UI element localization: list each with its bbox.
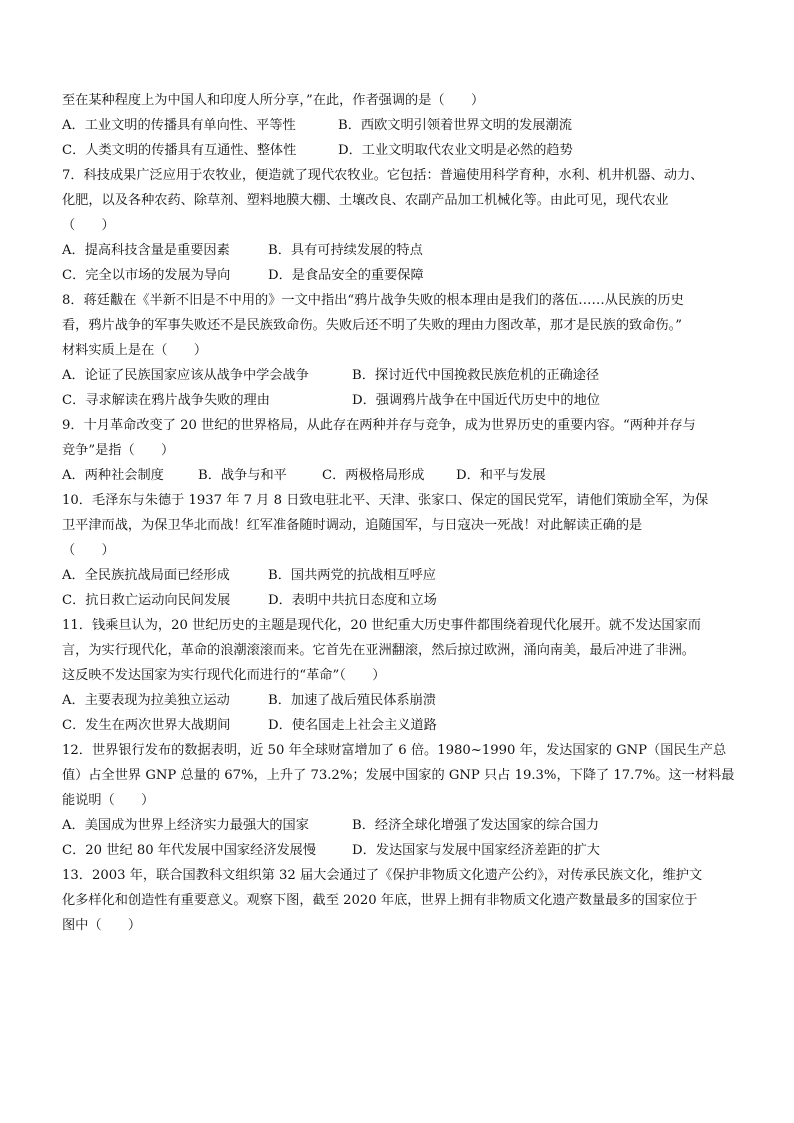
options-row bbox=[62, 238, 742, 263]
question-stem-line: 8．蒋廷黻在《半新不旧是不中用的》一文中指出“鸦片战争失败的根本理由是我们的落伍……从民族的历史 bbox=[62, 293, 684, 308]
option-c: C．抗日救亡运动向民间发展 bbox=[62, 593, 231, 608]
question-6 bbox=[62, 88, 742, 163]
question-stem-line: 看，鸦片战争的军事失败还不是民族致命伤。失败后还不明了失败的理由力图改革，那才是民族的致命伤。” bbox=[62, 318, 682, 333]
options-row bbox=[62, 463, 742, 488]
option-d: D．工业文明取代农业文明是必然的趋势 bbox=[338, 143, 573, 158]
question-7 bbox=[62, 163, 742, 288]
option-a: A．全民族抗战局面已经形成 bbox=[62, 568, 230, 583]
question-stem-line: 化肥，以及各种农药、除草剂、塑料地膜大棚、土壤改良、农副产品加工机械化等。由此可见，现代农业 bbox=[62, 193, 669, 208]
options-row bbox=[62, 688, 742, 713]
question-stem-line: 言，为实行现代化，革命的浪潮滚滚而来。它首先在亚洲翻滚，然后掠过欧洲，涌向南美，最后冲进了非洲。 bbox=[62, 643, 695, 658]
option-d: D．强调鸦片战争在中国近代历史中的地位 bbox=[352, 393, 600, 408]
option-b: B．国共两党的抗战相互呼应 bbox=[268, 568, 436, 583]
question-stem-line: 化多样化和创造性有重要意义。观察下图，截至 2020 年底，世界上拥有非物质文化遗产数量最多的国家位于 bbox=[62, 893, 698, 908]
option-a: A．工业文明的传播具有单向性、平等性 bbox=[62, 118, 296, 133]
question-13 bbox=[62, 863, 742, 938]
options-row bbox=[62, 588, 742, 613]
question-stem-line: 9．十月革命改变了 20 世纪的世界格局，从此存在两种并存与竞争，成为世界历史的重要内容。“两种并存与 bbox=[62, 418, 696, 433]
question-stem-line: 竞争”是指（ ） bbox=[62, 443, 175, 458]
option-a: A．提高科技含量是重要因素 bbox=[62, 243, 230, 258]
option-b: B．具有可持续发展的特点 bbox=[268, 243, 423, 258]
options-row bbox=[62, 113, 742, 138]
option-d: D．发达国家与发展中国家经济差距的扩大 bbox=[352, 843, 600, 858]
option-b: B．西欧文明引领着世界文明的发展潮流 bbox=[338, 118, 572, 133]
options-row bbox=[62, 138, 742, 163]
question-stem-line: 值）占全世界 GNP 总量的 67%，上升了 73.2%；发展中国家的 GNP 只占 19.3%，下降了 17.7%。这一材料最 bbox=[62, 768, 735, 783]
options-row bbox=[62, 388, 742, 413]
question-stem-line: 能说明（ ） bbox=[62, 793, 155, 808]
option-a: A．论证了民族国家应该从战争中学会战争 bbox=[62, 368, 309, 383]
question-stem-line: 10．毛泽东与朱德于 1937 年 7 月 8 日致电驻北平、天津、张家口、保定的国民党军，请他们策励全军，为保 bbox=[62, 493, 709, 508]
option-c: C．两极格局形成 bbox=[322, 468, 425, 483]
option-b: B．加速了战后殖民体系崩溃 bbox=[268, 693, 436, 708]
option-c: C．发生在两次世界大战期间 bbox=[62, 718, 231, 733]
question-10 bbox=[62, 488, 742, 613]
options-row bbox=[62, 563, 742, 588]
option-b: B．探讨近代中国挽救民族危机的正确途径 bbox=[352, 368, 600, 383]
question-stem-line: 12．世界银行发布的数据表明，近 50 年全球财富增加了 6 倍。1980~1990 年，发达国家的 GNP（国民生产总 bbox=[62, 743, 727, 758]
option-a: A．主要表现为拉美独立运动 bbox=[62, 693, 230, 708]
question-12 bbox=[62, 738, 742, 863]
options-row bbox=[62, 813, 742, 838]
options-row bbox=[62, 713, 742, 738]
option-d: D．和平与发展 bbox=[456, 468, 546, 483]
option-c: C．寻求解读在鸦片战争失败的理由 bbox=[62, 393, 270, 408]
options-row bbox=[62, 263, 742, 288]
option-c: C．20 世纪 80 年代发展中国家经济发展慢 bbox=[62, 843, 317, 858]
option-d: D．是食品安全的重要保障 bbox=[268, 268, 424, 283]
option-a: A．两种社会制度 bbox=[62, 468, 164, 483]
question-stem-line: 13．2003 年，联合国教科文组织第 32 届大会通过了《保护非物质文化遗产公约》，对传承民族文化，维护文 bbox=[62, 868, 703, 883]
option-c: C．完全以市场的发展为导向 bbox=[62, 268, 231, 283]
option-d: D．表明中共抗日态度和立场 bbox=[268, 593, 437, 608]
options-row bbox=[62, 363, 742, 388]
question-11 bbox=[62, 613, 742, 738]
option-b: B．经济全球化增强了发达国家的综合国力 bbox=[352, 818, 600, 833]
options-row bbox=[62, 838, 742, 863]
question-stem-line: 7．科技成果广泛应用于农牧业，便造就了现代农牧业。它包括：普遍使用科学育种，水利、机井机器、动力、 bbox=[62, 168, 704, 183]
question-stem-line: （ ） bbox=[62, 218, 115, 233]
option-b: B．战争与和平 bbox=[198, 468, 287, 483]
option-c: C．人类文明的传播具有互通性、整体性 bbox=[62, 143, 297, 158]
exam-page bbox=[62, 88, 742, 938]
question-stem-line: 这反映不发达国家为实行现代化而进行的“革命”（ ） bbox=[62, 668, 386, 683]
option-a: A．美国成为世界上经济实力最强大的国家 bbox=[62, 818, 309, 833]
question-stem-line: （ ） bbox=[62, 543, 115, 558]
question-stem-line: 11．钱乘旦认为，20 世纪历史的主题是现代化，20 世纪重大历史事件都围绕着现代化展开。就不发达国家而 bbox=[62, 618, 701, 633]
question-stem-line: 至在某种程度上为中国人和印度人所分享，”在此，作者强调的是（ ） bbox=[62, 93, 485, 108]
question-stem-line: 材料实质上是在（ ） bbox=[62, 343, 208, 358]
option-d: D．使名国走上社会主义道路 bbox=[268, 718, 437, 733]
question-stem-line: 卫平津而战，为保卫华北而战！红军准备随时调动，追随国军，与日寇决一死战！对此解读正确的是 bbox=[62, 518, 643, 533]
question-stem-line: 图中（ ） bbox=[62, 918, 142, 933]
question-9 bbox=[62, 413, 742, 488]
question-8 bbox=[62, 288, 742, 413]
